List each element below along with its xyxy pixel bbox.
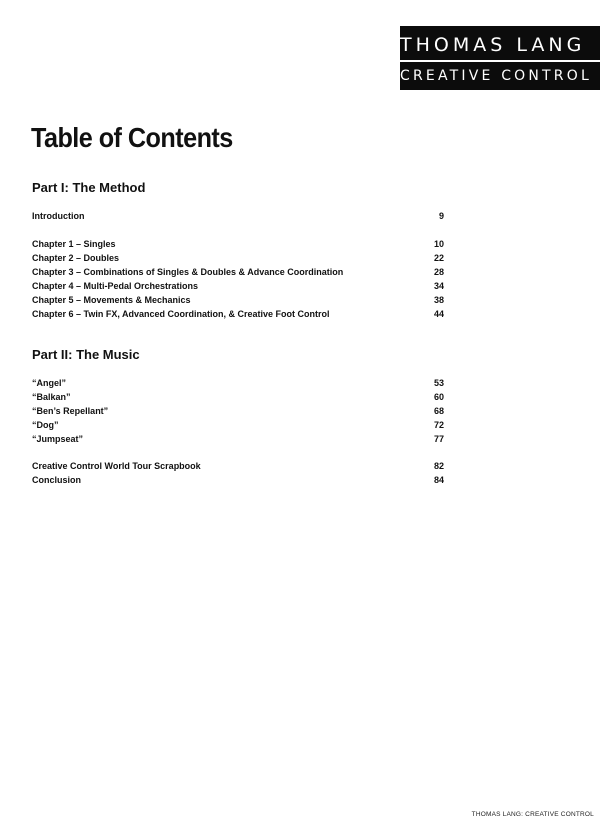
toc-entry-page: 44 [433,309,444,319]
toc-entry-balkan[interactable] [32,392,444,406]
toc-entry-page: 82 [433,461,444,471]
toc-entry-conclusion[interactable] [32,475,444,489]
toc-entry-page: 68 [433,406,444,416]
toc-entry-scrapbook[interactable] [32,461,444,475]
toc-entry-jumpseat[interactable] [32,434,444,448]
toc-entry-page: 53 [433,378,444,388]
toc-entry-label: Chapter 1 – Singles [32,239,116,249]
toc-entry-page: 60 [433,392,444,402]
toc-entry-label: “Dog” [32,420,59,430]
toc-entry-label: Conclusion [32,475,81,485]
logo-name: THOMAS LANG [400,34,586,56]
toc-entry-page: 84 [433,475,444,485]
part-2-song-list [32,378,444,448]
part-2-extras-list [32,461,444,489]
toc-entry-page: 10 [433,239,444,249]
part-1-chapter-list [32,239,444,323]
toc-entry-label: Chapter 5 – Movements & Mechanics [32,295,191,305]
toc-entry-page: 34 [433,281,444,291]
toc-entry-label: Creative Control World Tour Scrapbook [32,461,201,471]
logo-top-band [400,26,600,62]
toc-entry-page: 38 [433,295,444,305]
book-logo [400,26,600,90]
toc-entry-page: 9 [438,211,444,221]
toc-entry-label: “Jumpseat” [32,434,84,444]
toc-entry-bens-repellant[interactable] [32,406,444,420]
toc-entry-page: 22 [433,253,444,263]
part-1-intro-list [32,211,444,225]
toc-entry-label: Chapter 3 – Combinations of Singles & Doubles & Advance Coordination [32,267,344,277]
toc-entry-chapter-4[interactable] [32,281,444,295]
toc-entry-angel[interactable] [32,378,444,392]
toc-entry-page: 72 [433,420,444,430]
logo-subtitle: CREATIVE CONTROL [400,68,592,84]
toc-entry-dog[interactable] [32,420,444,434]
toc-entry-label: Chapter 6 – Twin FX, Advanced Coordination, & Creative Foot Control [32,309,330,319]
toc-entry-chapter-3[interactable] [32,267,444,281]
toc-entry-chapter-1[interactable] [32,239,444,253]
toc-entry-chapter-6[interactable] [32,309,444,323]
toc-entry-page: 28 [433,267,444,277]
toc-entry-label: “Angel” [32,378,67,388]
page-title: Table of Contents [31,122,233,153]
running-footer: THOMAS LANG: CREATIVE CONTROL [471,811,594,818]
part-2-heading: Part II: The Music [32,347,140,362]
toc-entry-chapter-5[interactable] [32,295,444,309]
toc-entry-chapter-2[interactable] [32,253,444,267]
toc-entry-page: 77 [433,434,444,444]
toc-entry-label: Introduction [32,211,85,221]
toc-entry-label: Chapter 2 – Doubles [32,253,120,263]
toc-entry-introduction[interactable] [32,211,444,225]
toc-entry-label: “Balkan” [32,392,71,402]
toc-entry-label: Chapter 4 – Multi-Pedal Orchestrations [32,281,199,291]
toc-entry-label: “Ben’s Repellant” [32,406,109,416]
part-1-heading: Part I: The Method [32,180,146,195]
